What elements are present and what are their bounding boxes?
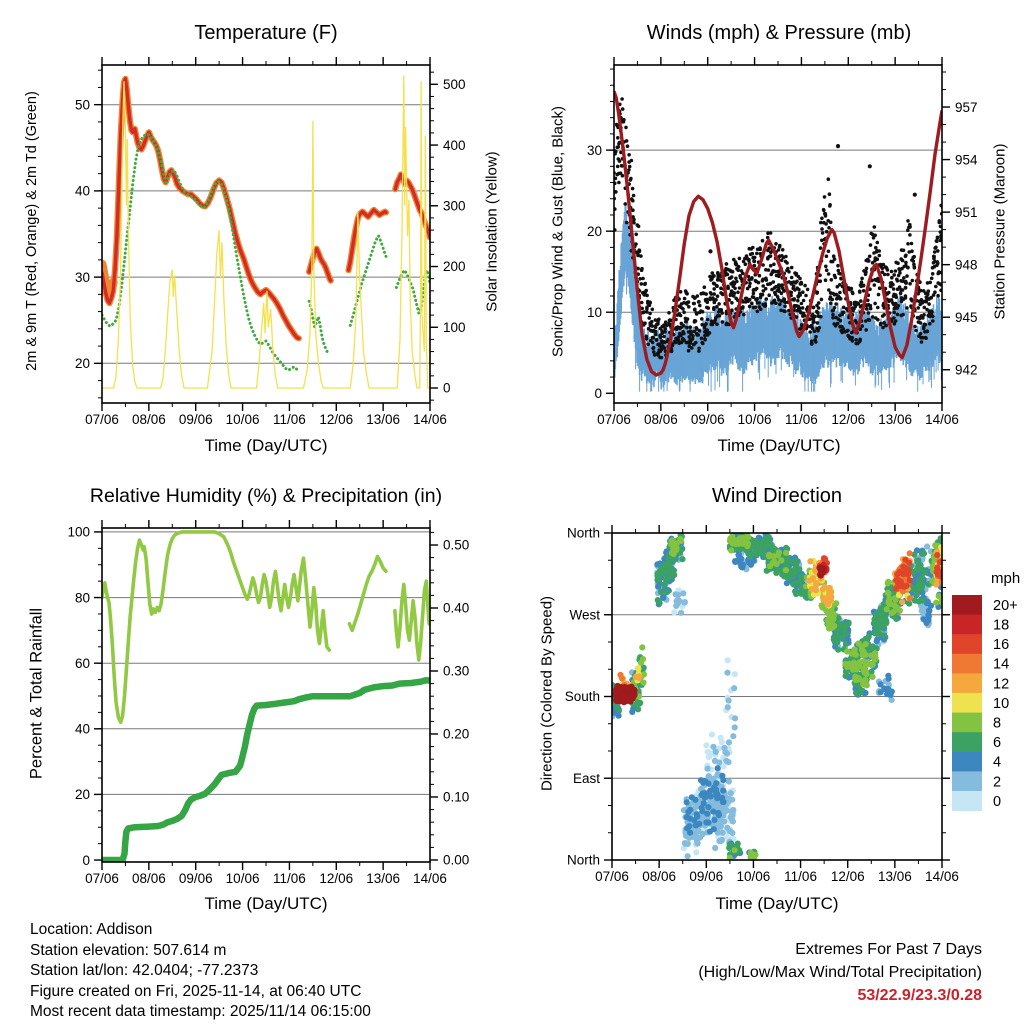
svg-text:South: South [564, 689, 600, 705]
svg-text:09/06: 09/06 [690, 412, 725, 427]
svg-text:West: West [569, 607, 600, 623]
svg-text:18: 18 [993, 617, 1010, 634]
svg-text:10: 10 [993, 695, 1010, 712]
x-axis-label-wind-direction: Time (Day/UTC) [715, 894, 839, 913]
svg-text:20: 20 [74, 356, 90, 372]
svg-text:400: 400 [443, 137, 466, 153]
svg-text:0: 0 [443, 380, 451, 396]
svg-text:North: North [566, 852, 600, 868]
svg-text:8: 8 [993, 715, 1002, 732]
svg-text:East: East [572, 770, 600, 786]
colorbar-units-label: mph [991, 570, 1021, 587]
svg-text:10/06: 10/06 [736, 869, 771, 884]
svg-text:0.50: 0.50 [443, 537, 470, 553]
x-axis-label-humidity: Time (Day/UTC) [204, 894, 328, 913]
y-axis-label-wind-left: Sonic/Prop Wind & Gust (Blue, Black) [549, 106, 567, 357]
svg-text:20: 20 [586, 223, 602, 239]
svg-text:10/06: 10/06 [737, 412, 772, 427]
td-green-line [309, 301, 329, 354]
y-axis-label-solar-right: Solar Insolation (Yellow) [483, 151, 501, 312]
speed-colorbar [952, 595, 1018, 811]
rh-line [349, 557, 386, 631]
panel-title-winds-pressure: Winds (mph) & Pressure (mb) [646, 22, 912, 44]
svg-text:0: 0 [993, 793, 1002, 810]
svg-text:50: 50 [74, 97, 90, 113]
panel-title-temperature: Temperature (F) [194, 22, 338, 44]
svg-text:2: 2 [993, 774, 1002, 791]
most-recent-data-timestamp: Most recent data timestamp: 2025/11/14 06:15:00 [30, 1003, 371, 1020]
axes-humidity_precip [102, 532, 430, 795]
x-axis-label-winds: Time (Day/UTC) [717, 436, 841, 455]
svg-text:14/06: 14/06 [413, 412, 447, 427]
svg-text:14: 14 [993, 656, 1010, 673]
figure-created-timestamp: Figure created on Fri, 2025-11-14, at 06:40 UTC [30, 982, 362, 1000]
panel-title-humidity-precip: Relative Humidity (%) & Precipitation (in) [89, 485, 443, 507]
rainfall-line [102, 680, 430, 860]
svg-text:12/06: 12/06 [830, 869, 865, 884]
svg-text:13/06: 13/06 [878, 412, 913, 427]
t9m-orange-line [102, 79, 299, 339]
svg-text:200: 200 [443, 259, 466, 275]
y-axis-label-pressure-right: Station Pressure (Maroon) [991, 143, 1009, 320]
svg-text:945: 945 [955, 309, 978, 325]
svg-text:6: 6 [993, 735, 1002, 752]
rh-line [102, 532, 329, 722]
svg-text:30: 30 [586, 142, 602, 158]
svg-text:12: 12 [993, 676, 1010, 693]
svg-text:80: 80 [74, 590, 90, 606]
svg-text:11/06: 11/06 [273, 871, 306, 886]
extremes-block [582, 938, 982, 1007]
svg-text:60: 60 [74, 655, 90, 671]
station-location: Location: Addison [30, 921, 153, 938]
svg-text:13/06: 13/06 [877, 869, 912, 884]
svg-text:500: 500 [443, 77, 466, 93]
svg-text:09/06: 09/06 [689, 869, 724, 884]
svg-text:0: 0 [594, 385, 602, 401]
svg-text:08/06: 08/06 [643, 412, 678, 427]
y-axis-label-direction-left: Direction (Colored By Speed) [538, 595, 556, 792]
svg-text:14/06: 14/06 [925, 412, 959, 427]
extremes-title: Extremes For Past 7 Days [795, 941, 982, 958]
svg-text:08/06: 08/06 [131, 412, 166, 427]
svg-text:12/06: 12/06 [319, 412, 354, 427]
svg-text:40: 40 [74, 721, 90, 737]
svg-text:12/06: 12/06 [319, 871, 354, 886]
svg-text:0.30: 0.30 [443, 663, 470, 679]
svg-text:20: 20 [74, 787, 90, 803]
svg-text:13/06: 13/06 [366, 871, 401, 886]
svg-text:11/06: 11/06 [785, 412, 818, 427]
svg-text:957: 957 [955, 99, 978, 115]
svg-text:11/06: 11/06 [273, 412, 306, 427]
svg-text:13/06: 13/06 [366, 412, 401, 427]
panel-title-wind-direction: Wind Direction [711, 485, 843, 507]
station-info [30, 920, 371, 1023]
humidity-precip-plot [102, 532, 430, 860]
svg-text:0.40: 0.40 [443, 600, 470, 616]
svg-text:0: 0 [82, 852, 90, 868]
svg-text:North: North [566, 525, 600, 541]
svg-text:10: 10 [586, 304, 602, 320]
svg-text:09/06: 09/06 [178, 871, 213, 886]
station-elevation: Station elevation: 507.614 m [30, 941, 227, 959]
svg-text:954: 954 [955, 152, 978, 168]
winds-pressure-plot [612, 91, 944, 391]
svg-text:07/06: 07/06 [85, 412, 119, 427]
svg-text:14/06: 14/06 [925, 869, 959, 884]
extremes-subtitle: (High/Low/Max Wind/Total Precipitation) [698, 964, 982, 981]
station-latlon: Station lat/lon: 42.0404; -77.2373 [30, 962, 259, 979]
svg-text:16: 16 [993, 637, 1010, 654]
svg-text:08/06: 08/06 [131, 871, 166, 886]
svg-text:100: 100 [67, 524, 90, 540]
svg-text:0.00: 0.00 [443, 852, 470, 868]
svg-text:30: 30 [74, 269, 90, 285]
y-axis-label-temperature-left: 2m & 9m T (Red, Orange) & 2m Td (Green) [24, 91, 40, 371]
svg-text:07/06: 07/06 [595, 869, 629, 884]
svg-text:300: 300 [443, 198, 466, 214]
svg-text:942: 942 [955, 362, 978, 378]
temperature-plot [102, 75, 430, 388]
x-axis-label-temperature: Time (Day/UTC) [204, 436, 328, 455]
svg-text:20+: 20+ [993, 597, 1018, 614]
svg-text:09/06: 09/06 [178, 412, 213, 427]
svg-text:951: 951 [955, 204, 978, 220]
rh-line [395, 581, 430, 660]
svg-text:08/06: 08/06 [642, 869, 677, 884]
svg-text:12/06: 12/06 [831, 412, 866, 427]
svg-text:4: 4 [993, 754, 1002, 771]
svg-text:100: 100 [443, 319, 466, 335]
svg-text:10/06: 10/06 [225, 412, 260, 427]
svg-text:07/06: 07/06 [597, 412, 631, 427]
svg-text:10/06: 10/06 [225, 871, 260, 886]
svg-text:14/06: 14/06 [413, 871, 447, 886]
extremes-values: 53/22.9/23.3/0.28 [857, 987, 982, 1004]
svg-text:0.10: 0.10 [443, 789, 470, 805]
svg-text:11/06: 11/06 [784, 869, 817, 884]
svg-text:40: 40 [74, 183, 90, 199]
svg-text:948: 948 [955, 257, 978, 273]
svg-text:0.20: 0.20 [443, 726, 470, 742]
y-axis-label-humidity-left: Percent & Total Rainfall [27, 607, 46, 780]
svg-text:07/06: 07/06 [85, 871, 119, 886]
